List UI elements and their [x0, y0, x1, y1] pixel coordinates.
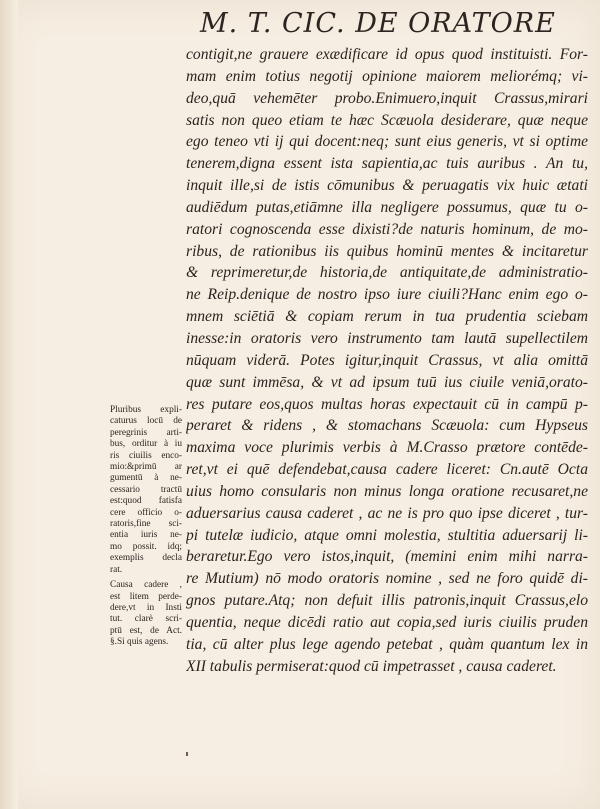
text-line: res putare eos,quos multas horas expectauit cū in campū p- [186, 395, 588, 413]
text-line: ratori cognoscenda esse dixisti?de naturis hominum, de mo- [186, 220, 588, 238]
text-line: aduersarius causa caderet , ac ne is pro quo ipse diceret , tur- [186, 504, 588, 522]
text-line: pi tutelæ iudicio, atque omni molestia, stultitia aduersarij li- [186, 526, 588, 544]
ink-speck [186, 752, 188, 756]
text-line: mam enim totius negotij opinione maiorem meliorémq; vi- [186, 67, 588, 85]
page-gutter-shadow [0, 0, 18, 809]
margin-note-causa-cadere [110, 580, 182, 648]
margin-note-line: cere officio o- [110, 507, 182, 518]
margin-notes [110, 405, 182, 649]
margin-note-encomium [110, 405, 182, 576]
text-line: mnem sciētiā & copiam rerum in tua prudentia sciebam [186, 308, 588, 326]
margin-note-line: caturus locū de [110, 416, 182, 427]
text-line: XII tabulis permiserat:quod cū impetrasset , causa caderet. [186, 657, 557, 675]
margin-note-line: entia iuris ne- [110, 530, 182, 541]
text-line: quentia, neque dicēdi ratio aut copia,sed iuris ciuilis pruden [186, 613, 588, 631]
text-line: inquit ille,si de istis cōmunibus & peruagatis vix huic ætati [186, 177, 588, 195]
text-line: inesse:in oratoris vero instrumento tam lautā supellectilem [186, 329, 588, 347]
text-line: contigit,ne grauere exædificare id opus quod instituisti. For- [186, 46, 588, 63]
running-header: M. T. CIC. DE ORATORE [200, 8, 556, 39]
text-line: re Mutium) nō modo oratoris nomine , sed ne foro quidē di- [186, 570, 588, 588]
text-line: ret,vt ei quē defendebat,causa cadere liceret: Cn.autē Octa [186, 461, 588, 479]
text-line: ego teneo vti ij qui docent:neq; sunt eius generis, vt si optime [186, 133, 588, 151]
margin-note-line: tut. clarè scri- [110, 614, 182, 625]
margin-note-line: ptū est, de Act. [110, 625, 182, 636]
margin-note-line: ratoris,fine sci- [110, 519, 182, 530]
margin-note-line: Causa cadere , [110, 580, 182, 591]
margin-note-line: bus, orditur à iu [110, 439, 182, 450]
margin-note-line: peregrinis arti- [110, 427, 182, 438]
margin-note-line: gumentū à ne- [110, 473, 182, 484]
margin-note-line: exemplis decla [110, 553, 182, 564]
text-line: quæ sunt immēsa, & vt ad ipsum tuū ius ciuile veniā,orato- [186, 373, 588, 391]
main-text-block [186, 44, 588, 677]
text-line: maxima voce plurimis verbis à M.Crasso prætore contēde- [186, 439, 588, 457]
text-line: beraretur.Ego vero istos,inquit, (memini enim mihi narra- [186, 548, 588, 566]
margin-note-line: mio:&primū ar [110, 462, 182, 473]
margin-note-line: ris ciuilis enco- [110, 450, 182, 461]
margin-note-line: mo possit. idq; [110, 541, 182, 552]
text-line: peraret & ridens , & stomachans Scæuola: cum Hypseus [186, 417, 588, 435]
text-line: tenerem,digna essent ista sapientia,ac tuis auribus . An tu, [186, 155, 588, 173]
text-line: gnos putare.Atq; non defuit illis patronis,inquit Crassus,elo [186, 592, 588, 610]
margin-note-line: §.Si quis agens. [110, 637, 169, 648]
margin-note-line: dere,vt in Insti [110, 602, 182, 613]
margin-note-line: cessario tractū [110, 484, 182, 495]
text-line: uius homo consularis non minus longa oratione recusaret,ne [186, 482, 588, 500]
text-line: audiēdum putas,etiāmne illa negligere possumus, quæ tu o- [186, 198, 588, 216]
text-line: tia, cū alter plus lege agendo petebat , quàm quantum lex in [186, 635, 588, 653]
margin-note-line: est:quod fatisfa [110, 496, 182, 507]
text-line: satis non queo etiam te hæc Scæuola desiderare, quæ neque [186, 111, 588, 129]
text-line: & reprimeretur,de historia,de antiquitate,de administratio- [186, 264, 588, 282]
text-line: nūquam viderā. Potes igitur,inquit Crassus, vt alia omittā [186, 351, 588, 369]
margin-note-line: rat. [110, 564, 123, 575]
text-line: deo,quā vehemēter probo.Enimuero,inquit Crassus,mirari [186, 89, 588, 107]
text-line: ribus, de rationibus iis quibus hominū mentes & incitaretur [186, 242, 588, 260]
margin-note-line: est litem perde- [110, 591, 182, 602]
margin-note-line: Pluribus expli- [110, 405, 182, 415]
text-line: ne Reip.denique de nostro ipso iure ciuili?Hanc enim ego o- [186, 286, 588, 304]
